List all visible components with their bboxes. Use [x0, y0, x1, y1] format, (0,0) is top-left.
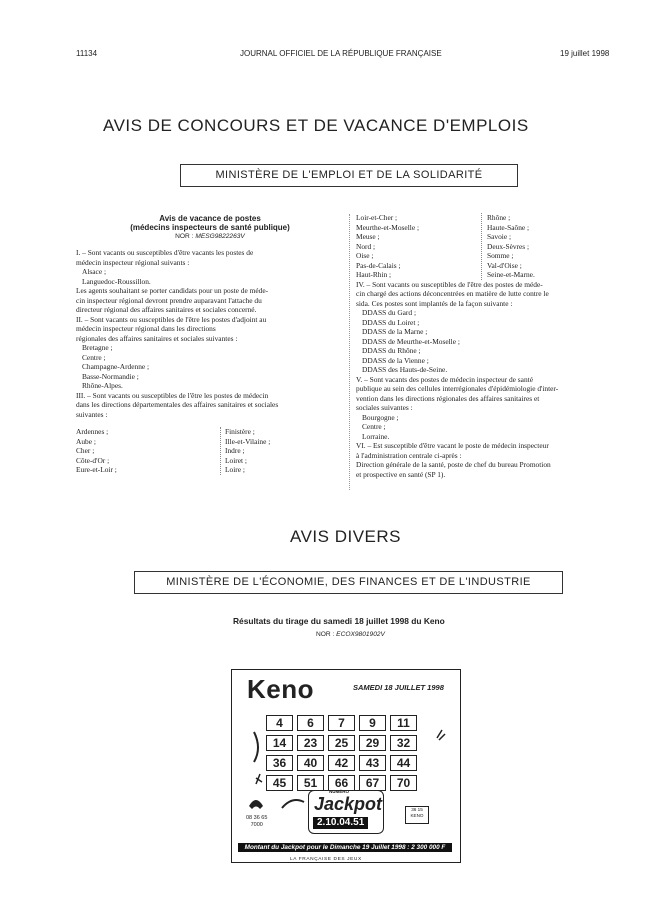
text-line: Indre ; — [225, 446, 245, 455]
text-line: DDASS des Hauts-de-Seine. — [362, 365, 448, 374]
text-line: et prospective en santé (SP 1). — [356, 469, 446, 479]
left-column — [76, 214, 344, 475]
paragraph-v — [356, 375, 616, 413]
keno-result-title: Résultats du tirage du samedi 18 juillet 1998 du Keno — [233, 616, 445, 626]
keno-number-cell: 29 — [359, 735, 386, 751]
text-line: Seine-et-Marne. — [487, 270, 535, 279]
text-line: Val-d'Oise ; — [487, 260, 522, 270]
text-line: Les agents souhaitant se porter candidats pour un poste de méde- — [76, 286, 269, 295]
text-line: DDASS du Rhône ; — [362, 346, 421, 355]
text-line: Direction générale de la santé, poste de chef du bureau Promotion — [356, 460, 551, 469]
numero-label: NUMÉRO — [329, 789, 349, 794]
paragraph-vi — [356, 441, 616, 479]
region-list-i — [76, 267, 344, 286]
region-list-v — [356, 413, 616, 442]
ministry-box-economy: MINISTÈRE DE L'ÉCONOMIE, DES FINANCES ET DE L'INDUSTRIE — [134, 571, 563, 594]
text-line: Eure-et-Loir ; — [76, 465, 117, 474]
text-line: Nord ; — [356, 241, 376, 251]
text-line: cin inspecteur régional devront prendre auparavant l'attache du — [76, 295, 262, 305]
keno-number-cell: 36 — [266, 755, 293, 771]
text-line: DDASS du Loiret ; — [362, 317, 420, 327]
keno-number-grid — [266, 715, 417, 791]
keno-draw-date: SAMEDI 18 JUILLET 1998 — [353, 683, 444, 692]
text-line: DDASS de la Vienne ; — [362, 355, 429, 365]
keno-number-cell: 7 — [328, 715, 355, 731]
text-line: Savoie ; — [487, 232, 512, 241]
column-divider — [349, 214, 350, 490]
department-list-c — [356, 213, 481, 280]
keno-number-cell: 9 — [359, 715, 386, 731]
text-line: DDASS de la Marne ; — [362, 327, 428, 336]
paragraph-i — [76, 248, 344, 267]
text-line: Pas-de-Calais ; — [356, 260, 401, 270]
region-list-ii — [76, 343, 344, 391]
minitel-box: 36 15 KENO — [405, 806, 429, 824]
keno-number-cell: 40 — [297, 755, 324, 771]
ddass-list — [356, 308, 616, 375]
text-line: I. – Sont vacants ou susceptibles d'être vacants les postes de — [76, 248, 254, 257]
paragraph-iv — [356, 280, 616, 309]
text-line: III. – Sont vacants ou susceptibles de l'être les postes de médecin — [76, 390, 269, 400]
text-line: Centre ; — [82, 352, 106, 362]
text-line: médecin inspecteur régional dans les directions — [76, 324, 216, 333]
text-line: VI. – Est susceptible d'être vacant le poste de médecin inspecteur — [356, 441, 549, 450]
text-line: Basse-Normandie ; — [82, 371, 139, 381]
text-line: médecin inspecteur régional suivants : — [76, 257, 190, 267]
text-line: sociales suivantes : — [356, 403, 413, 412]
keno-number-cell: 67 — [359, 775, 386, 791]
department-list-a — [76, 427, 220, 475]
text-line: Lorraine. — [362, 431, 390, 441]
keno-number-cell: 32 — [390, 735, 417, 751]
keno-result-card — [231, 669, 461, 863]
text-line: Centre ; — [362, 422, 386, 431]
nor-reference-keno: NOR : ECOX9801902V — [316, 631, 385, 638]
keno-number-cell: 44 — [390, 755, 417, 771]
text-line: Ille-et-Vilaine ; — [225, 436, 271, 446]
text-line: Ardennes ; — [76, 427, 109, 436]
ministry-box: MINISTÈRE DE L'EMPLOI ET DE LA SOLIDARITÉ — [180, 164, 518, 187]
text-line: Cher ; — [76, 446, 95, 455]
paragraph-iii — [76, 391, 344, 420]
text-line: Rhône-Alpes. — [82, 381, 123, 390]
text-line: II. – Sont vacants ou susceptibles de l'être les postes d'adjoint au — [76, 314, 267, 324]
text-line: Meurthe-et-Moselle ; — [356, 222, 420, 232]
notice-subtitle: (médecins inspecteurs de santé publique) — [130, 223, 290, 232]
issue-date: 19 juillet 1998 — [560, 49, 610, 58]
text-line: Champagne-Ardenne ; — [82, 362, 150, 371]
section-title-divers: AVIS DIVERS — [290, 527, 401, 546]
text-line: Oise ; — [356, 251, 374, 260]
text-line: Côte-d'Or ; — [76, 455, 110, 465]
phone-icon — [246, 794, 266, 812]
keno-number-cell: 43 — [359, 755, 386, 771]
keno-number-cell: 14 — [266, 735, 293, 751]
keno-number-cell: 66 — [328, 775, 355, 791]
notice-title: Avis de vacance de postes — [159, 214, 261, 223]
text-line: Loiret ; — [225, 455, 247, 465]
text-line: sida. Ces postes sont implantés de la façon suivante : — [356, 298, 513, 308]
jackpot-label: Jackpot — [314, 794, 383, 814]
jackpot-number: 2.10.04.51 — [313, 817, 368, 829]
text-line: Haut-Rhin ; — [356, 270, 392, 279]
text-line: Finistère ; — [225, 427, 255, 436]
keno-number-cell: 6 — [297, 715, 324, 731]
text-line: publique au sein des cellules interrégionales d'épidémiologie d'inter- — [356, 384, 559, 393]
text-line: Deux-Sèvres ; — [487, 241, 530, 251]
text-line: Bretagne ; — [82, 343, 113, 352]
text-line: Alsace ; — [82, 267, 107, 276]
journal-title: JOURNAL OFFICIEL DE LA RÉPUBLIQUE FRANÇAISE — [240, 49, 442, 58]
text-line: Bourgogne ; — [362, 412, 399, 422]
text-line: Languedoc-Roussillon. — [82, 276, 151, 286]
text-line: V. – Sont vacants des postes de médecin inspecteur de santé — [356, 374, 533, 384]
keno-number-cell: 23 — [297, 735, 324, 751]
jackpot-amount-banner: Montant du Jackpot pour le Dimanche 19 Juillet 1998 : 2 300 000 F — [238, 843, 452, 852]
text-line: dans les directions départementales des affaires sanitaires et sociales — [76, 400, 279, 409]
keno-logo: Keno — [247, 674, 314, 704]
text-line: DDASS de Meurthe-et-Moselle ; — [362, 336, 460, 346]
text-line: Somme ; — [487, 251, 514, 260]
text-line: IV. – Sont vacants ou susceptibles de l'être des postes de méde- — [356, 279, 543, 289]
keno-number-cell: 4 — [266, 715, 293, 731]
text-line: directeur régional des affaires sanitaires et sociales concerné. — [76, 305, 257, 314]
jackpot-badge — [308, 790, 384, 834]
section-title: AVIS DE CONCOURS ET DE VACANCE D'EMPLOIS — [103, 116, 529, 135]
text-line: suivantes : — [76, 409, 108, 419]
phone-info: 08 36 65 7000 — [246, 815, 268, 828]
keno-number-cell: 45 — [266, 775, 293, 791]
text-line: Aube ; — [76, 436, 96, 446]
keno-number-cell: 51 — [297, 775, 324, 791]
text-line: Loire ; — [225, 465, 245, 474]
keno-number-cell: 42 — [328, 755, 355, 771]
brand-footer: LA FRANÇAISE DES JEUX — [290, 857, 362, 862]
nor-reference: NOR : MESG9822263V — [175, 233, 245, 240]
department-list-d — [481, 213, 535, 280]
text-line: DDASS du Gard ; — [362, 308, 416, 317]
text-line: Loir-et-Cher ; — [356, 213, 398, 222]
text-line: régionales des affaires sanitaires et sociales suivantes : — [76, 333, 238, 343]
department-list-b — [220, 427, 270, 475]
keno-number-cell: 70 — [390, 775, 417, 791]
page-number: 11134 — [76, 49, 98, 58]
keno-number-cell: 25 — [328, 735, 355, 751]
right-column — [356, 213, 616, 479]
paragraph-ii — [76, 315, 344, 344]
keno-number-cell: 11 — [390, 715, 417, 731]
paragraph-candidates — [76, 286, 344, 315]
text-line: Haute-Saône ; — [487, 222, 530, 232]
text-line: Meuse ; — [356, 232, 380, 241]
text-line: Rhône ; — [487, 213, 511, 222]
text-line: à l'administration centrale ci-après : — [356, 450, 462, 460]
text-line: cin chargé des actions déconcentrées en matière de lutte contre le — [356, 289, 549, 298]
text-line: vention dans les directions régionales des affaires sanitaires et — [356, 393, 540, 403]
